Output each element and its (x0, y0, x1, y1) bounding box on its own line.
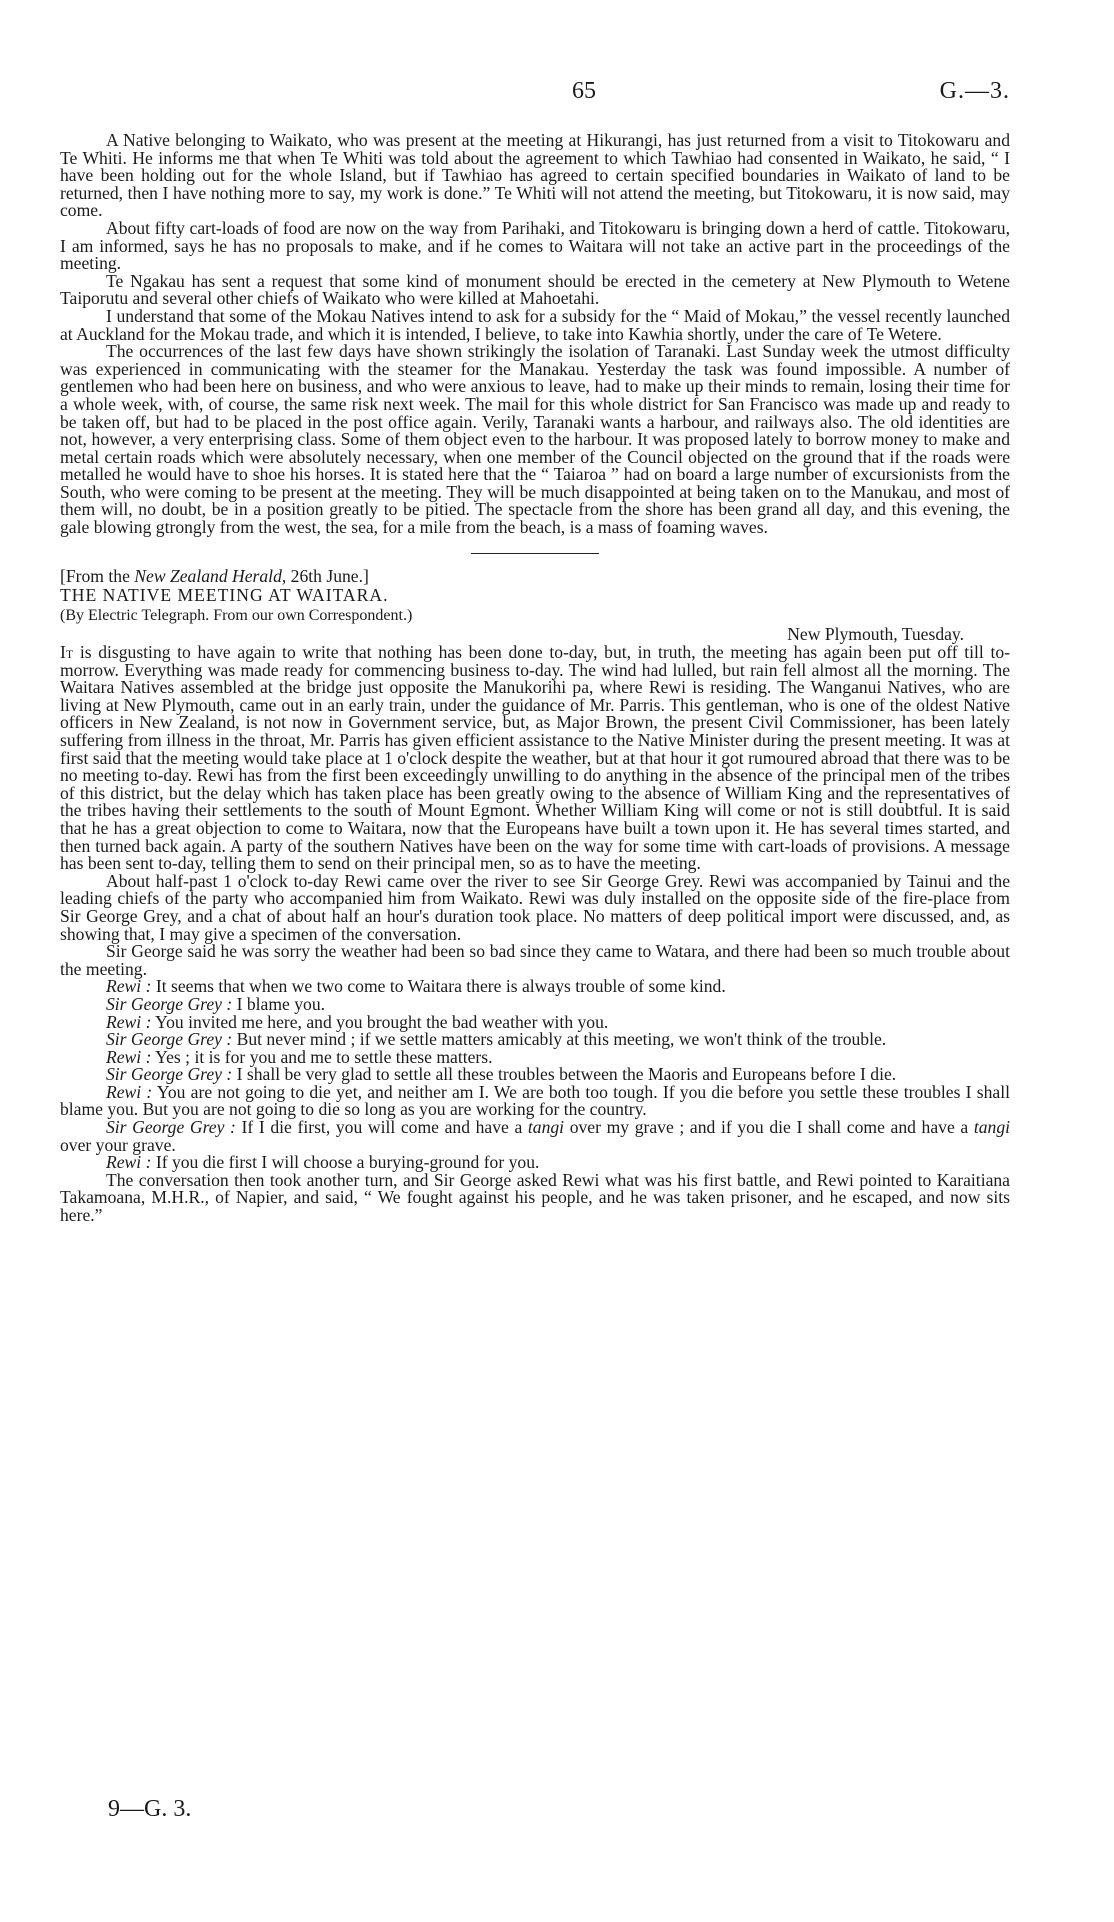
speaker: Rewi : (106, 1152, 152, 1173)
article-source (60, 565, 1010, 586)
speaker: Rewi : (106, 1046, 152, 1067)
paragraph: Sir George said he was sorry the weather had been so bad since they came to Watara, and there had been so much trouble about the meeting. (60, 941, 1010, 979)
speech: But never mind ; if we settle matters amicably at this meeting, we won't think of the trouble. (232, 1029, 887, 1050)
source-paper: New Zealand Herald (134, 565, 282, 586)
speech: over your grave. (60, 1134, 176, 1155)
speech: It seems that when we two come to Waitara there is always trouble of some kind. (151, 976, 726, 997)
speech-italic: tangi (973, 1117, 1011, 1138)
article-headline: THE NATIVE MEETING AT WAITARA. (60, 585, 389, 606)
speech: over my grave ; and if you die I shall come and have a (564, 1117, 974, 1138)
paragraph: Te Ngakau has sent a request that some kind of monument should be erected in the cemetery at New Plymouth to Wetene Taiporutu and several other chiefs of Waikato who were killed at Mahoetahi. (60, 270, 1010, 309)
speech: If I die first, you will come and have a (235, 1117, 528, 1138)
article-byline: (By Electric Telegraph. From our own Correspondent.) (60, 606, 413, 624)
speaker: Sir George Grey : (106, 993, 233, 1014)
source-suffix: , 26th June.] (281, 565, 369, 586)
page-number: 65 (572, 78, 596, 104)
speech-italic: tangi (527, 1117, 565, 1138)
article-dateline: New Plymouth, Tuesday. (787, 624, 964, 645)
speech: I blame you. (232, 993, 326, 1014)
document-body (60, 132, 1010, 1225)
paragraph: A Native belonging to Waikato, who was present at the meeting at Hikurangi, has just returned from a visit to Titokowaru and Te Whiti. He informs me that when Te Whiti was told about the agreement to which Tawhiao had consented in Waikato, he said, “ I have been holding out for the whole Island, but if Tawhiao has agreed to certain specified boundaries in Waikato of land to be returned, then I have nothing more to say, my work is done.” Te Whiti will not attend the meeting, but Titokowaru, it is now said, may come. (60, 130, 1010, 221)
paragraph: The occurrences of the last few days have shown strikingly the isolation of Taranaki. Last Sunday week the utmost difficulty was experienced in communicating with the steamer for the Manakau. Yesterday the task was found impossible. A number of gentlemen who had been here on business, and who were anxious to leave, had to make up their minds to remain, losing their time for a whole week, with, of course, the same risk next week. The mail for this whole district for San Francisco was made up and ready to be taken off, but had to be placed in the post office again. Verily, Taranaki wants a harbour, and railways also. The old identities are not, however, a very enterprising class. Some of them object even to the harbour. It was proposed lately to borrow money to make and metal certain roads which were absolutely necessary, when one member of the Council objected on the ground that if the roads were metalled he would have to shoe his horses. It is stated here that the “ Taiaroa ” had on board a large number of excursionists from the South, who were coming to be present at the meeting. They will be much disappointed at being taken on to the Manukau, and most of them will, no doubt, be in a position greatly to be pitied. The spectacle from the shore has been grand all day, and this evening, the gale blowing gtrongly from the west, the sea, for a mile from the beach, is a mass of foaming waves. (60, 341, 1010, 538)
speaker: Sir George Grey : (106, 1029, 233, 1050)
speech: If you die first I will choose a burying-ground for you. (151, 1152, 540, 1173)
dialogue-line (60, 1119, 1010, 1154)
speech: Yes ; it is for you and me to settle these matters. (151, 1046, 493, 1067)
lead-drop-word: It (60, 642, 74, 663)
page-header (60, 78, 1010, 108)
speaker: Sir George Grey : (106, 1064, 233, 1085)
speech: You invited me here, and you brought the bad weather with you. (151, 1011, 609, 1032)
speaker: Rewi : (106, 1011, 152, 1032)
closing-paragraph: The conversation then took another turn, and Sir George asked Rewi what was his first battle, and Rewi pointed to Karaitiana Takamoana, M.H.R., of Napier, and said, “ We fought against his people, and he was taken prisoner, and he escaped, and now sits here.” (60, 1169, 1010, 1226)
footer-signature: 9—G. 3. (108, 1796, 192, 1822)
lead-text: is disgusting to have again to write that nothing has been done to-day, but, in truth, the meeting has again been put off till to-morrow. Everything was made ready for commencing business to-day. The wind had lulled, but rain fell almost all the morning. The Waitara Natives assembled at the bridge just opposite the Manukorihi pa, where Rewi is residing. The Wanganui Natives, who are living at New Plymouth, came out in an early train, under the guidance of Mr. Parris. This gentleman, who is one of the oldest Native officers in New Zealand, is not now in Government service, but, as Major Brown, the present Civil Commissioner, has been lately suffering from illness in the throat, Mr. Parris has given efficient assistance to the Native Minister during the present meeting. It was at first said that the meeting would take place at 1 o'clock despite the weather, but at that hour it got rumoured abroad that there was to be no meeting to-day. Rewi has from the first been exceedingly unwilling to do anything in the absence of the principal men of the tribes of this district, but the delay which has taken place has been greatly owing to the absence of William King and the representatives of the tribes having their settlements to the south of Mount Egmont. Whether William King will come or not is still doubtful. It is said that he has a great objection to come to Waitara, now that the Europeans have built a town upon it. He has several times started, and then turned back again. A party of the southern Natives have been on the way for some time with cart-loads of provisions. A message has been sent to-day, telling them to send on their principal men, so as to have the meeting. (60, 642, 1010, 874)
paragraph: I understand that some of the Mokau Natives intend to ask for a subsidy for the “ Maid of Mokau,” the vessel recently launched at Auckland for the Mokau trade, and which it is intended, I believe, to take into Kawhia shortly, under the care of Te Wetere. (60, 305, 1010, 344)
section-divider (471, 553, 599, 554)
paragraph: About half-past 1 o'clock to-day Rewi came over the river to see Sir George Grey. Rewi was accompanied by Tainui and the leading chiefs of the party who accompanied him from Waikato. Rewi was duly installed on the opposite side of the fire-place from Sir George Grey, and a chat of about half an hour's duration took place. No matters of deep political import were discussed, and, as showing that, I may give a specimen of the conversation. (60, 870, 1010, 944)
article-lead-paragraph (60, 644, 1010, 873)
document-reference: G.—3. (939, 78, 1010, 104)
dialogue-line (60, 1081, 1010, 1120)
speaker: Rewi : (106, 1081, 153, 1102)
paragraph: About fifty cart-loads of food are now on the way from Parihaki, and Titokowaru is bringing down a herd of cattle. Titokowaru, I am informed, says he has no proposals to make, and if he comes to Waitara will not take an active part in the proceedings of the meeting. (60, 217, 1010, 274)
speech: You are not going to die yet, and neither am I. We are both too tough. If you die before you settle these troubles I shall blame you. But you are not going to die so long as you are working for the country. (60, 1081, 1010, 1120)
speech: I shall be very glad to settle all these troubles between the Maoris and Europeans before I die. (232, 1064, 897, 1085)
speaker: Rewi : (106, 976, 152, 997)
speaker: Sir George Grey : (106, 1117, 236, 1138)
source-prefix: [From the (60, 565, 135, 586)
